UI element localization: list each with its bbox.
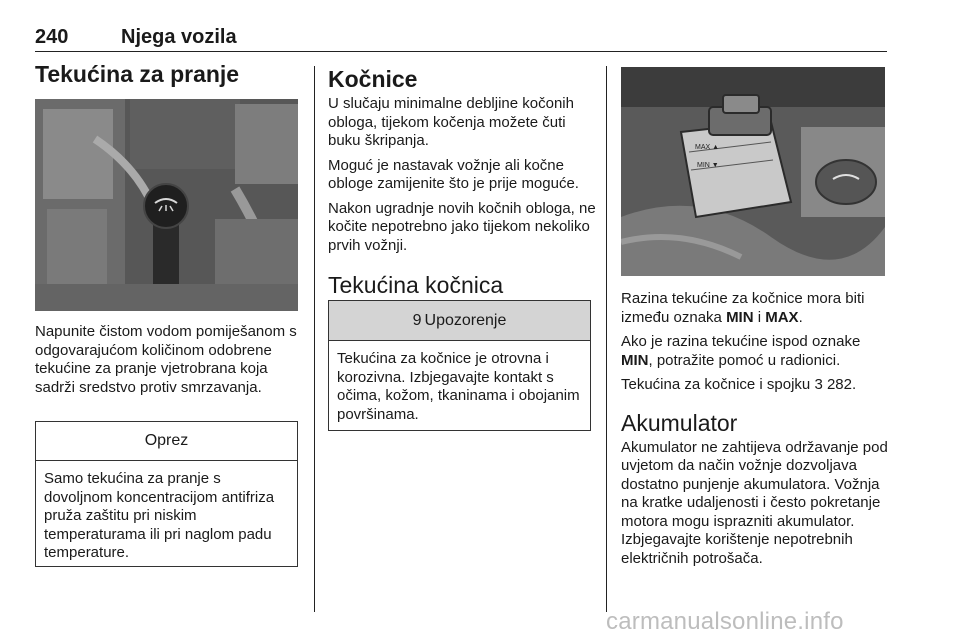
brakes-text-1: U slučaju minimalne debljine kočonih obloga, tijekom kočenja možete čuti buku škripanja. <box>328 95 574 149</box>
brake-fluid-photo <box>621 67 885 276</box>
brake-fluid-level-text <box>621 290 891 327</box>
column-divider-1 <box>314 66 315 612</box>
caution-box <box>35 421 298 567</box>
brakes-text-2: Moguć je nastavak vožnje ali kočne obloge zamijenite što je prije moguće. <box>328 156 579 192</box>
header-rule <box>35 51 887 52</box>
level-text-a: Razina tekućine za kočnice mora biti između oznaka <box>621 290 865 326</box>
caution-text: Samo tekućina za pranje s dovoljnom koncentracijom antifriza pruža zaštitu pri niskim temperaturama ili pri naglom padu temperature. <box>44 470 275 561</box>
warning-icon: 9 <box>412 312 422 329</box>
brakes-heading: Kočnice <box>328 66 418 92</box>
max-marker-label: MAX ▲ <box>695 144 720 151</box>
page-header <box>35 26 887 50</box>
cross-reference-text: Tekućina za kočnice i spojku <box>621 376 815 393</box>
max-label: MAX <box>765 308 799 326</box>
battery-text-2: Izbjegavajte korištenje nepotrebnih električnih potrošača. <box>621 531 853 567</box>
cross-reference-page: 282. <box>822 376 857 393</box>
watermark: carmanualsonline.info <box>606 608 844 635</box>
brakes-text-3: Nakon ugradnje novih kočnih obloga, ne kočite nepotrebno jako tijekom nekoliko prvih vožnji. <box>328 199 596 254</box>
left-column <box>35 60 300 88</box>
page-reference-icon: 3 <box>814 376 823 393</box>
min-marker-label: MIN ▼ <box>697 162 719 169</box>
level-text-b: i <box>753 308 766 326</box>
section-title: Njega vozila <box>121 26 237 48</box>
level-text-c: . <box>798 308 803 326</box>
warning-text: Tekućina za kočnice je otrovna i korozivna. Izbjegavajte kontakt s očima, kožom, tkaninama i obojanim površinama. <box>337 350 580 423</box>
below-min-text <box>621 333 891 370</box>
washer-fluid-heading: Tekućina za pranje <box>35 61 240 87</box>
warning-header <box>329 301 590 341</box>
battery-text-1: Akumulator ne zahtijeva održavanje pod uvjetom da način vožnje dozvoljava dostatno punjenje akumulatora. Vožnja na kratke udaljenosti i često pokretanje motora mogu isprazniti akumulator. <box>621 438 888 530</box>
warning-box <box>328 300 591 431</box>
warning-title: Upozorenje <box>424 312 507 329</box>
caution-title: Oprez <box>36 422 297 461</box>
middle-column <box>328 65 596 299</box>
washer-fluid-text: Napunite čistom vodom pomiješanom s odgovarajućom količinom odobrene tekućine za pranje vjetrobrana koja sadrži sredstvo protiv smrzavanja. <box>35 323 297 396</box>
min-label-1: MIN <box>726 308 754 326</box>
right-column <box>621 290 891 574</box>
brake-fluid-heading: Tekućina kočnica <box>328 272 504 298</box>
battery-heading: Akumulator <box>621 409 738 436</box>
page-number: 240 <box>35 26 69 48</box>
below-min-text-a: Ako je razina tekućine ispod oznake <box>621 333 861 350</box>
below-min-text-b: , potražite pomoć u radionici. <box>648 351 841 369</box>
washer-fluid-photo <box>35 99 298 311</box>
min-label-2: MIN <box>621 351 649 369</box>
column-divider-2 <box>606 66 607 612</box>
cross-reference <box>621 376 891 395</box>
